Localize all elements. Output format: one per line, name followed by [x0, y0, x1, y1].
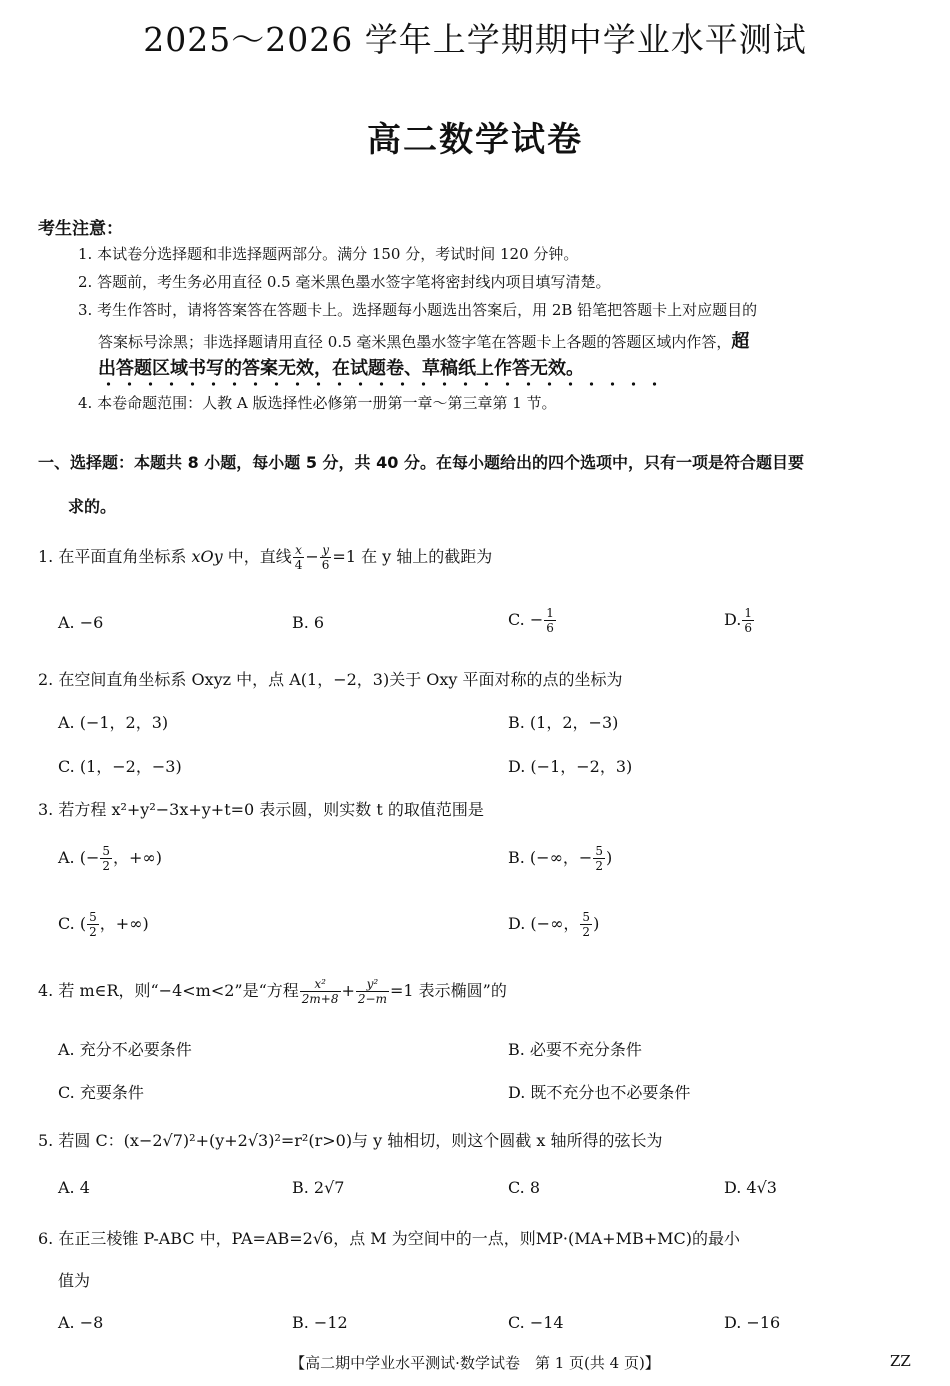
- q4-option-d: D. 既不充分也不必要条件: [508, 1083, 691, 1102]
- question-4: 4. 若 m∈R，则“−4<m<2”是“方程 $\frac{\text{x²}}{2m+8}$ + $\frac{\text{y²}}{2-m}$ =1 表示椭圆”的: [38, 977, 507, 1006]
- notice-item-2: 2. 答题前，考生务必用直径 0.5 毫米黑色墨水签字笔将密封线内项目填写清楚。: [78, 273, 611, 291]
- q2-option-b: B. (1，2，−3): [508, 713, 619, 732]
- q2-option-a: A. (−1，2，3): [58, 713, 169, 732]
- q3-option-c: C. ( $\frac{5}{2}$ ，+∞): [58, 910, 149, 939]
- q1-frac-2: $\frac{y}{6}$: [321, 543, 330, 572]
- question-5: 5. 若圆 C：(x−2√7)²+(y+2√3)²=r²(r>0)与 y 轴相切，则这个圆截 x 轴所得的弦长为: [38, 1131, 663, 1150]
- exam-title: 2025～2026 学年上学期期中学业水平测试: [143, 20, 807, 59]
- notice-item-3-cont: [98, 327, 749, 353]
- q1-minus: −: [305, 547, 319, 566]
- notice-emph-tail: 超: [731, 331, 750, 352]
- q6-option-c: C. −14: [508, 1313, 564, 1332]
- exam-subtitle: 高二数学试卷: [367, 120, 583, 160]
- q4-option-b: B. 必要不充分条件: [508, 1040, 642, 1059]
- notice-item-3-line2: 答案标号涂黑；非选择题请用直径 0.5 毫米黑色墨水签字笔在答题卡上各题的答题区域内作答，: [98, 333, 732, 351]
- section1-heading-cont: 求的。: [68, 497, 117, 516]
- q4-frac-2: $\frac{\text{y²}}{2-m}$: [357, 977, 387, 1006]
- q1-option-b: B. 6: [292, 613, 325, 632]
- notice-emph-line: 出答题区域书写的答案无效，在试题卷、草稿纸上作答无效。: [98, 358, 584, 379]
- section1-heading: 一、选择题：本题共 8 小题，每小题 5 分，共 40 分。在每小题给出的四个选项中，只有一项是符合题目要: [38, 453, 804, 472]
- q1-post: =1 在 y 轴上的截距为: [332, 547, 493, 566]
- q1-option-a: A. −6: [58, 613, 104, 632]
- q3-option-a: A. (− $\frac{5}{2}$ ，+∞): [58, 844, 162, 873]
- question-6-cont: 值为: [58, 1271, 91, 1290]
- question-3: 3. 若方程 x²+y²−3x+y+t=0 表示圆，则实数 t 的取值范围是: [38, 800, 484, 819]
- q6-option-d: D. −16: [724, 1313, 781, 1332]
- footer-code: ZZ: [890, 1352, 911, 1370]
- q4-frac-1: $\frac{\text{x²}}{2m+8}$: [301, 977, 339, 1006]
- notice-item-3: 3. 考生作答时，请将答案答在答题卡上。选择题每小题选出答案后，用 2B 铅笔把答题卡上对应题目的: [78, 301, 758, 319]
- q5-option-b: B. 2√7: [292, 1178, 345, 1197]
- q4-option-a: A. 充分不必要条件: [58, 1040, 192, 1059]
- notice-item-4: 4. 本卷命题范围：人教 A 版选择性必修第一册第一章～第三章第 1 节。: [78, 394, 557, 412]
- page-footer: 【高二期中学业水平测试·数学试卷 第 1 页(共 4 页)】: [290, 1354, 660, 1372]
- q3-option-d: D. (−∞， $\frac{5}{2}$ ): [508, 910, 600, 939]
- question-6: 6. 在正三棱锥 P-ABC 中，PA=AB=2√6，点 M 为空间中的一点，则MP·(MA+MB+MC)的最小: [38, 1229, 740, 1248]
- q1-var: xOy: [191, 547, 223, 566]
- question-2: 2. 在空间直角坐标系 Oxyz 中，点 A(1，−2，3)关于 Oxy 平面对称的点的坐标为: [38, 670, 623, 689]
- notice-heading: 考生注意：: [38, 219, 123, 239]
- q1-option-c: C. − $\frac{1}{6}$: [508, 606, 554, 635]
- q3-option-b: B. (−∞，− $\frac{5}{2}$ ): [508, 844, 613, 873]
- q5-option-c: C. 8: [508, 1178, 541, 1197]
- question-1: [38, 543, 492, 572]
- q1-mid: 中，直线: [222, 547, 292, 566]
- q1-option-d: D. $\frac{1}{6}$: [724, 606, 752, 635]
- q4-option-c: C. 充要条件: [58, 1083, 144, 1102]
- q1-frac-1: $\frac{x}{4}$: [294, 543, 303, 572]
- emphasis-dots: [98, 382, 658, 386]
- q2-option-d: D. (−1，−2，3): [508, 757, 633, 776]
- notice-item-1: 1. 本试卷分选择题和非选择题两部分。满分 150 分，考试时间 120 分钟。: [78, 245, 579, 263]
- q5-option-d: D. 4√3: [724, 1178, 777, 1197]
- q6-option-a: A. −8: [58, 1313, 104, 1332]
- q5-option-a: A. 4: [58, 1178, 90, 1197]
- q6-option-b: B. −12: [292, 1313, 348, 1332]
- q1-pre: 1. 在平面直角坐标系: [38, 547, 192, 566]
- q2-option-c: C. (1，−2，−3): [58, 757, 182, 776]
